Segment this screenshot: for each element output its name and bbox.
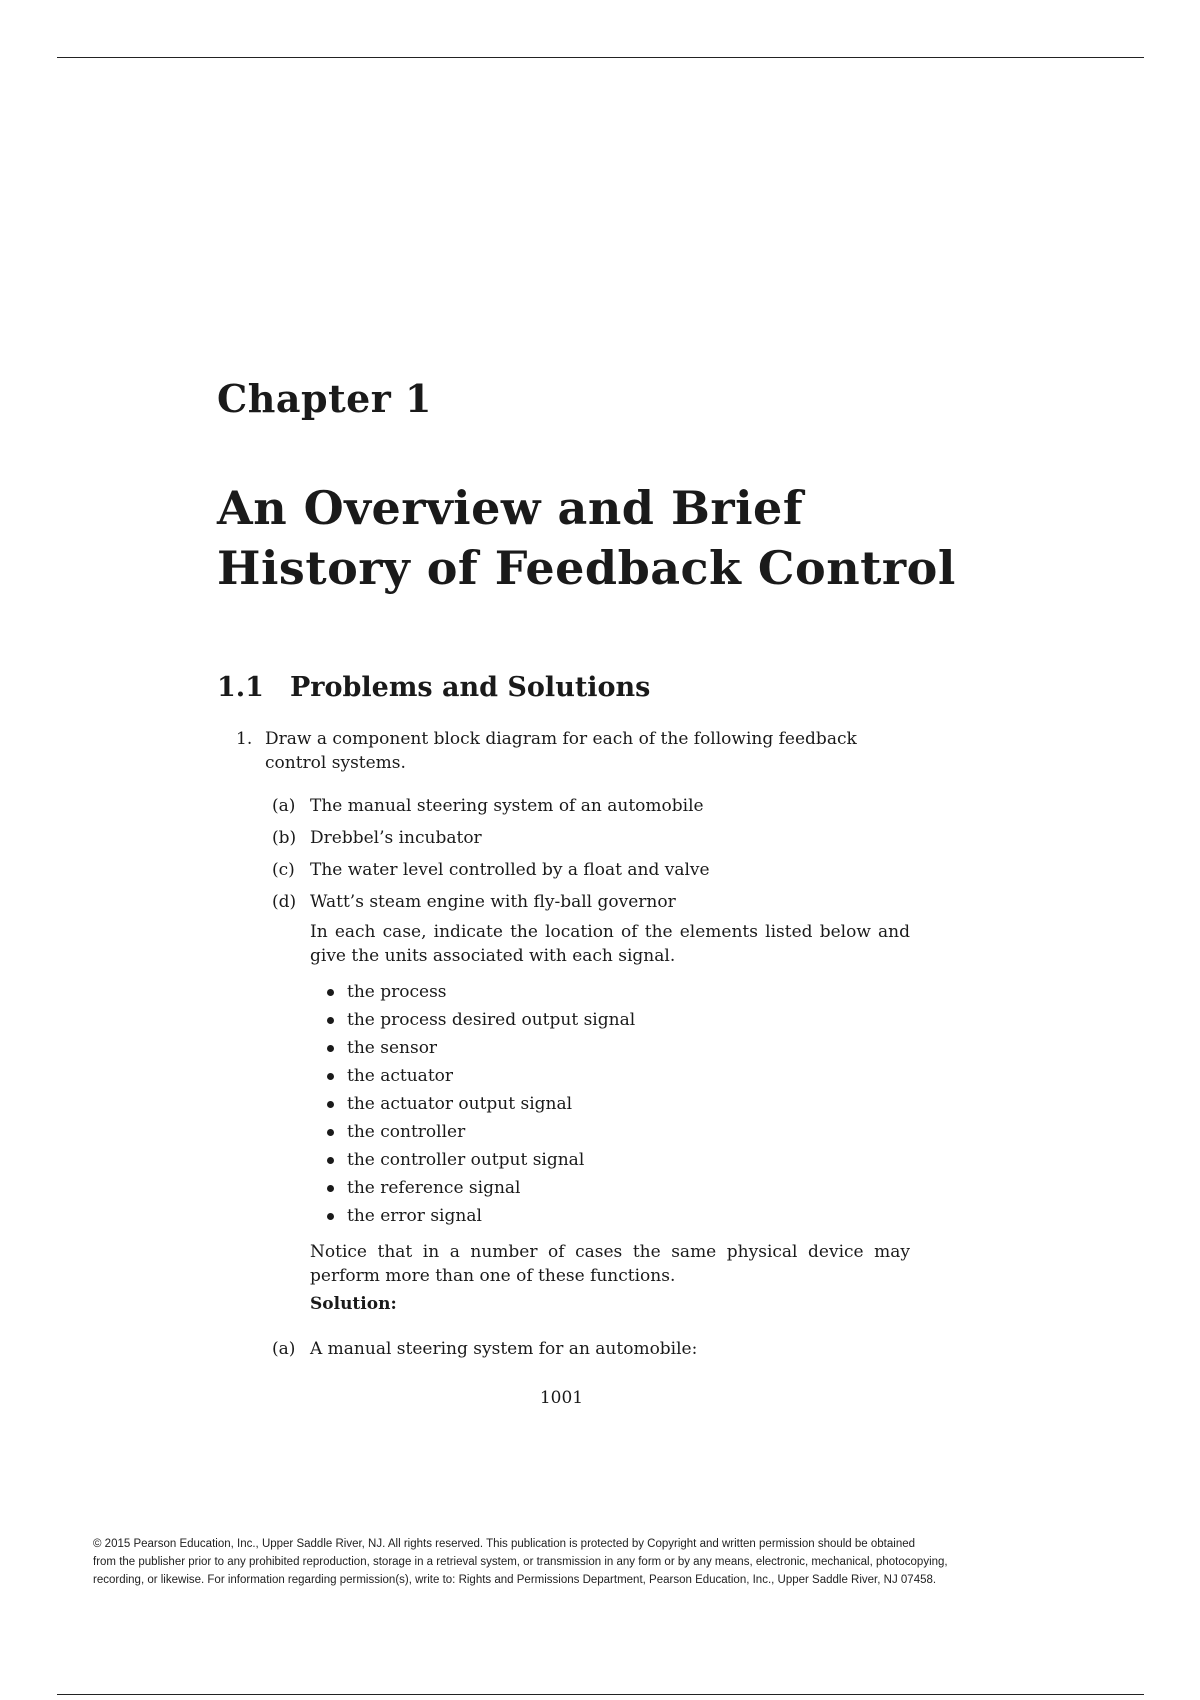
chapter-title-line2: History of Feedback Control	[217, 541, 956, 595]
bullet-text: the error signal	[347, 1206, 482, 1226]
section-title: Problems and Solutions	[290, 672, 651, 703]
chapter-label: Chapter 1	[217, 376, 432, 421]
list-item	[272, 826, 912, 858]
list-item	[327, 1120, 635, 1148]
instruction-paragraph: In each case, indicate the location of the elements listed below and give the units associated with each signal.	[310, 922, 910, 966]
section-heading	[217, 672, 650, 704]
bullet-icon	[327, 1213, 334, 1220]
list-item	[327, 1148, 635, 1176]
subpart-label: (b)	[272, 828, 297, 848]
bullet-icon	[327, 1129, 334, 1136]
copyright-line1: © 2015 Pearson Education, Inc., Upper Saddle River, NJ. All rights reserved. This publication is protected by Copyright and written permission should be obtained	[93, 1538, 916, 1550]
copyright-notice	[93, 1535, 1143, 1589]
list-item	[327, 1092, 635, 1120]
bullet-text: the actuator	[347, 1066, 454, 1086]
bullet-text: the sensor	[347, 1038, 438, 1058]
problem-subparts	[272, 794, 912, 922]
subpart-label: (d)	[272, 892, 297, 912]
bullet-text: the process	[347, 982, 447, 1002]
solution-item	[272, 1337, 912, 1365]
copyright-line2: from the publisher prior to any prohibited reproduction, storage in a retrieval system, or transmission in any form or by any means, electronic, mechanical, photocopying,	[93, 1556, 948, 1568]
bullet-text: the actuator output signal	[347, 1094, 573, 1114]
subpart-text: Watt’s steam engine with fly-ball governor	[310, 892, 676, 912]
problem-1	[236, 727, 916, 775]
problem-number: 1.	[236, 729, 253, 749]
section-number: 1.1	[217, 672, 264, 703]
page-number: 1001	[539, 1388, 584, 1408]
copyright-line3: recording, or likewise. For information regarding permission(s), write to: Rights and Permissions Department, Pearson Education, Inc., Upper Saddle River, NJ 07458.	[93, 1574, 937, 1586]
solution-label: Solution:	[310, 1294, 397, 1314]
bottom-rule	[57, 1694, 1144, 1695]
problem-stem: Draw a component block diagram for each of the following feedback control systems.	[265, 729, 857, 773]
bullet-text: the reference signal	[347, 1178, 521, 1198]
bullet-text: the controller	[347, 1122, 466, 1142]
list-item	[327, 1204, 635, 1232]
bullet-icon	[327, 1101, 334, 1108]
notice-paragraph: Notice that in a number of cases the same physical device may perform more than one of these functions.	[310, 1242, 910, 1286]
bullet-text: the process desired output signal	[347, 1010, 636, 1030]
list-item	[327, 1008, 635, 1036]
element-bullet-list	[327, 980, 635, 1232]
bullet-icon	[327, 1017, 334, 1024]
bullet-text: the controller output signal	[347, 1150, 585, 1170]
subpart-text: The water level controlled by a float and valve	[310, 860, 710, 880]
top-rule	[57, 57, 1144, 58]
subpart-label: (c)	[272, 860, 295, 880]
subpart-text: Drebbel’s incubator	[310, 828, 482, 848]
list-item	[272, 858, 912, 890]
solution-item-text: A manual steering system for an automobile:	[310, 1339, 698, 1359]
list-item	[272, 794, 912, 826]
chapter-title	[217, 478, 956, 598]
list-item	[272, 890, 912, 922]
bullet-icon	[327, 1073, 334, 1080]
bullet-icon	[327, 1045, 334, 1052]
bullet-icon	[327, 1157, 334, 1164]
bullet-icon	[327, 989, 334, 996]
list-item	[327, 1064, 635, 1092]
list-item	[327, 1036, 635, 1064]
bullet-icon	[327, 1185, 334, 1192]
list-item	[327, 980, 635, 1008]
subpart-label: (a)	[272, 796, 296, 816]
solution-item-label: (a)	[272, 1339, 296, 1359]
chapter-title-line1: An Overview and Brief	[217, 481, 804, 535]
subpart-text: The manual steering system of an automobile	[310, 796, 704, 816]
list-item	[327, 1176, 635, 1204]
